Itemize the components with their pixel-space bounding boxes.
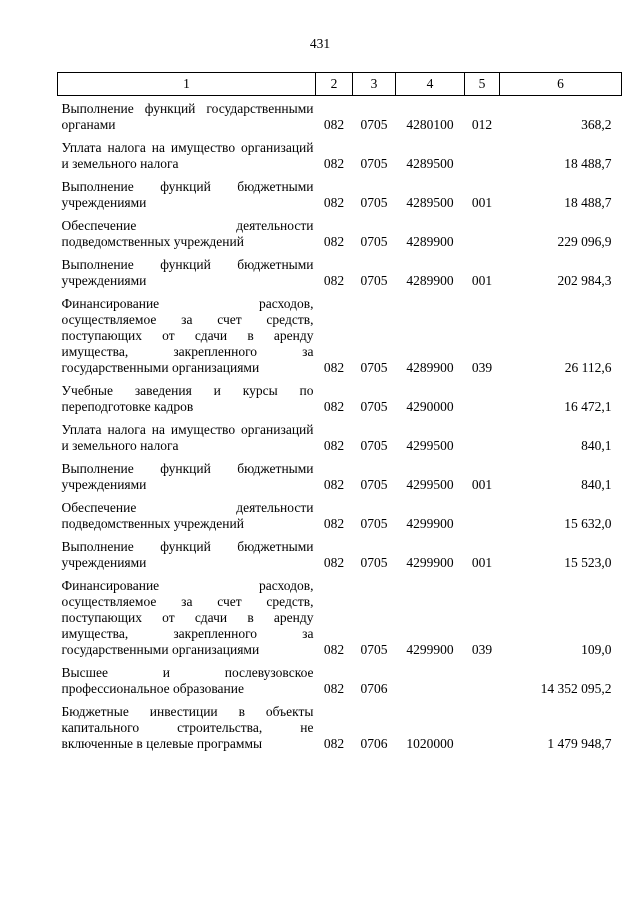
row-section-code: 0705 — [360, 273, 388, 288]
table-row — [58, 289, 622, 376]
row-article-code: 4299900 — [406, 555, 454, 570]
row-ministry-code: 082 — [323, 516, 345, 531]
row-amount: 368,2 — [581, 117, 612, 132]
row-section-code: 0705 — [360, 399, 388, 414]
row-expense-kind-code: 039 — [471, 360, 493, 375]
row-amount: 840,1 — [581, 438, 612, 453]
row-section-code: 0705 — [360, 360, 388, 375]
row-ministry-code: 082 — [323, 681, 345, 696]
table-row — [58, 96, 622, 134]
table-row — [58, 415, 622, 454]
budget-table — [57, 72, 622, 752]
row-amount: 229 096,9 — [557, 234, 612, 249]
row-expense-kind-code — [465, 697, 500, 752]
page-number: 431 — [309, 36, 331, 51]
row-name: Финансирование расходов, осуществляемое за счет средств, поступающих от сдачи в аренду имущества, закрепленного за государственными организациями — [61, 296, 314, 375]
row-ministry-code: 082 — [323, 234, 345, 249]
row-ministry-code: 082 — [323, 399, 345, 414]
row-name: Выполнение функций бюджетными учреждениями — [61, 257, 314, 288]
row-ministry-code: 082 — [323, 273, 345, 288]
row-name: Выполнение функций бюджетными учреждениями — [61, 461, 314, 492]
header-col-6: 6 — [500, 73, 622, 96]
row-article-code: 1020000 — [406, 736, 454, 751]
row-article-code: 4280100 — [406, 117, 454, 132]
table-row — [58, 658, 622, 697]
row-section-code: 0706 — [360, 681, 388, 696]
row-ministry-code: 082 — [323, 555, 345, 570]
row-section-code: 0705 — [360, 156, 388, 171]
row-section-code: 0705 — [360, 555, 388, 570]
row-expense-kind-code: 001 — [471, 273, 493, 288]
row-ministry-code: 082 — [323, 117, 345, 132]
row-article-code: 4299500 — [406, 438, 454, 453]
row-name: Бюджетные инвестиции в объекты капитального строительства, не включенные в целевые программы — [61, 704, 314, 751]
row-ministry-code: 082 — [323, 642, 345, 657]
row-article-code: 4289500 — [406, 195, 454, 210]
row-section-code: 0705 — [360, 117, 388, 132]
row-amount: 16 472,1 — [564, 399, 612, 414]
row-name: Обеспечение деятельности подведомственных учреждений — [61, 500, 314, 531]
row-section-code: 0705 — [360, 438, 388, 453]
row-amount: 15 523,0 — [564, 555, 612, 570]
row-expense-kind-code — [465, 133, 500, 172]
header-col-1: 1 — [58, 73, 316, 96]
row-article-code: 4299900 — [406, 516, 454, 531]
row-amount: 15 632,0 — [564, 516, 612, 531]
table-header-row — [58, 73, 622, 96]
row-ministry-code: 082 — [323, 156, 345, 171]
table-row — [58, 493, 622, 532]
row-amount: 202 984,3 — [557, 273, 612, 288]
row-expense-kind-code — [465, 415, 500, 454]
row-article-code: 4289900 — [406, 273, 454, 288]
row-expense-kind-code — [465, 493, 500, 532]
row-expense-kind-code: 001 — [471, 195, 493, 210]
row-ministry-code: 082 — [323, 438, 345, 453]
row-amount: 109,0 — [581, 642, 612, 657]
row-section-code: 0705 — [360, 477, 388, 492]
row-amount: 26 112,6 — [564, 360, 612, 375]
table-row — [58, 172, 622, 211]
row-article-code: 4289900 — [406, 234, 454, 249]
row-section-code: 0705 — [360, 642, 388, 657]
row-section-code: 0706 — [360, 736, 388, 751]
row-section-code: 0705 — [360, 195, 388, 210]
row-expense-kind-code — [465, 658, 500, 697]
table-row — [58, 571, 622, 658]
row-section-code: 0705 — [360, 516, 388, 531]
header-col-3: 3 — [353, 73, 396, 96]
header-col-5: 5 — [465, 73, 500, 96]
row-ministry-code: 082 — [323, 360, 345, 375]
row-name: Учебные заведения и курсы по переподготовке кадров — [61, 383, 314, 414]
row-name: Уплата налога на имущество организаций и земельного налога — [61, 422, 314, 453]
row-name: Обеспечение деятельности подведомственных учреждений — [61, 218, 314, 249]
row-amount: 1 479 948,7 — [547, 736, 612, 751]
table-row — [58, 697, 622, 752]
row-article-code — [396, 658, 465, 697]
row-ministry-code: 082 — [323, 195, 345, 210]
row-ministry-code: 082 — [323, 736, 345, 751]
row-name: Финансирование расходов, осуществляемое за счет средств, поступающих от сдачи в аренду имущества, закрепленного за государственными организациями — [61, 578, 314, 657]
row-ministry-code: 082 — [323, 477, 345, 492]
row-name: Выполнение функций бюджетными учреждениями — [61, 179, 314, 210]
row-amount: 14 352 095,2 — [540, 681, 612, 696]
row-expense-kind-code — [465, 211, 500, 250]
table-row — [58, 211, 622, 250]
row-article-code: 4289500 — [406, 156, 454, 171]
row-name: Уплата налога на имущество организаций и земельного налога — [61, 140, 314, 171]
row-article-code: 4289900 — [406, 360, 454, 375]
table-row — [58, 133, 622, 172]
table-row — [58, 532, 622, 571]
row-section-code: 0705 — [360, 234, 388, 249]
row-article-code: 4299500 — [406, 477, 454, 492]
row-expense-kind-code: 012 — [471, 117, 493, 132]
row-expense-kind-code: 001 — [471, 555, 493, 570]
header-col-2: 2 — [316, 73, 353, 96]
row-amount: 840,1 — [581, 477, 612, 492]
row-expense-kind-code — [465, 376, 500, 415]
row-expense-kind-code: 039 — [471, 642, 493, 657]
row-name: Высшее и послевузовское профессиональное образование — [61, 665, 314, 696]
row-article-code: 4290000 — [406, 399, 454, 414]
table-row — [58, 376, 622, 415]
row-expense-kind-code: 001 — [471, 477, 493, 492]
header-col-4: 4 — [396, 73, 465, 96]
table-row — [58, 454, 622, 493]
row-amount: 18 488,7 — [564, 195, 612, 210]
row-name: Выполнение функций бюджетными учреждениями — [61, 539, 314, 570]
table-row — [58, 250, 622, 289]
row-amount: 18 488,7 — [564, 156, 612, 171]
row-article-code: 4299900 — [406, 642, 454, 657]
row-name: Выполнение функций государственными органами — [61, 101, 314, 132]
